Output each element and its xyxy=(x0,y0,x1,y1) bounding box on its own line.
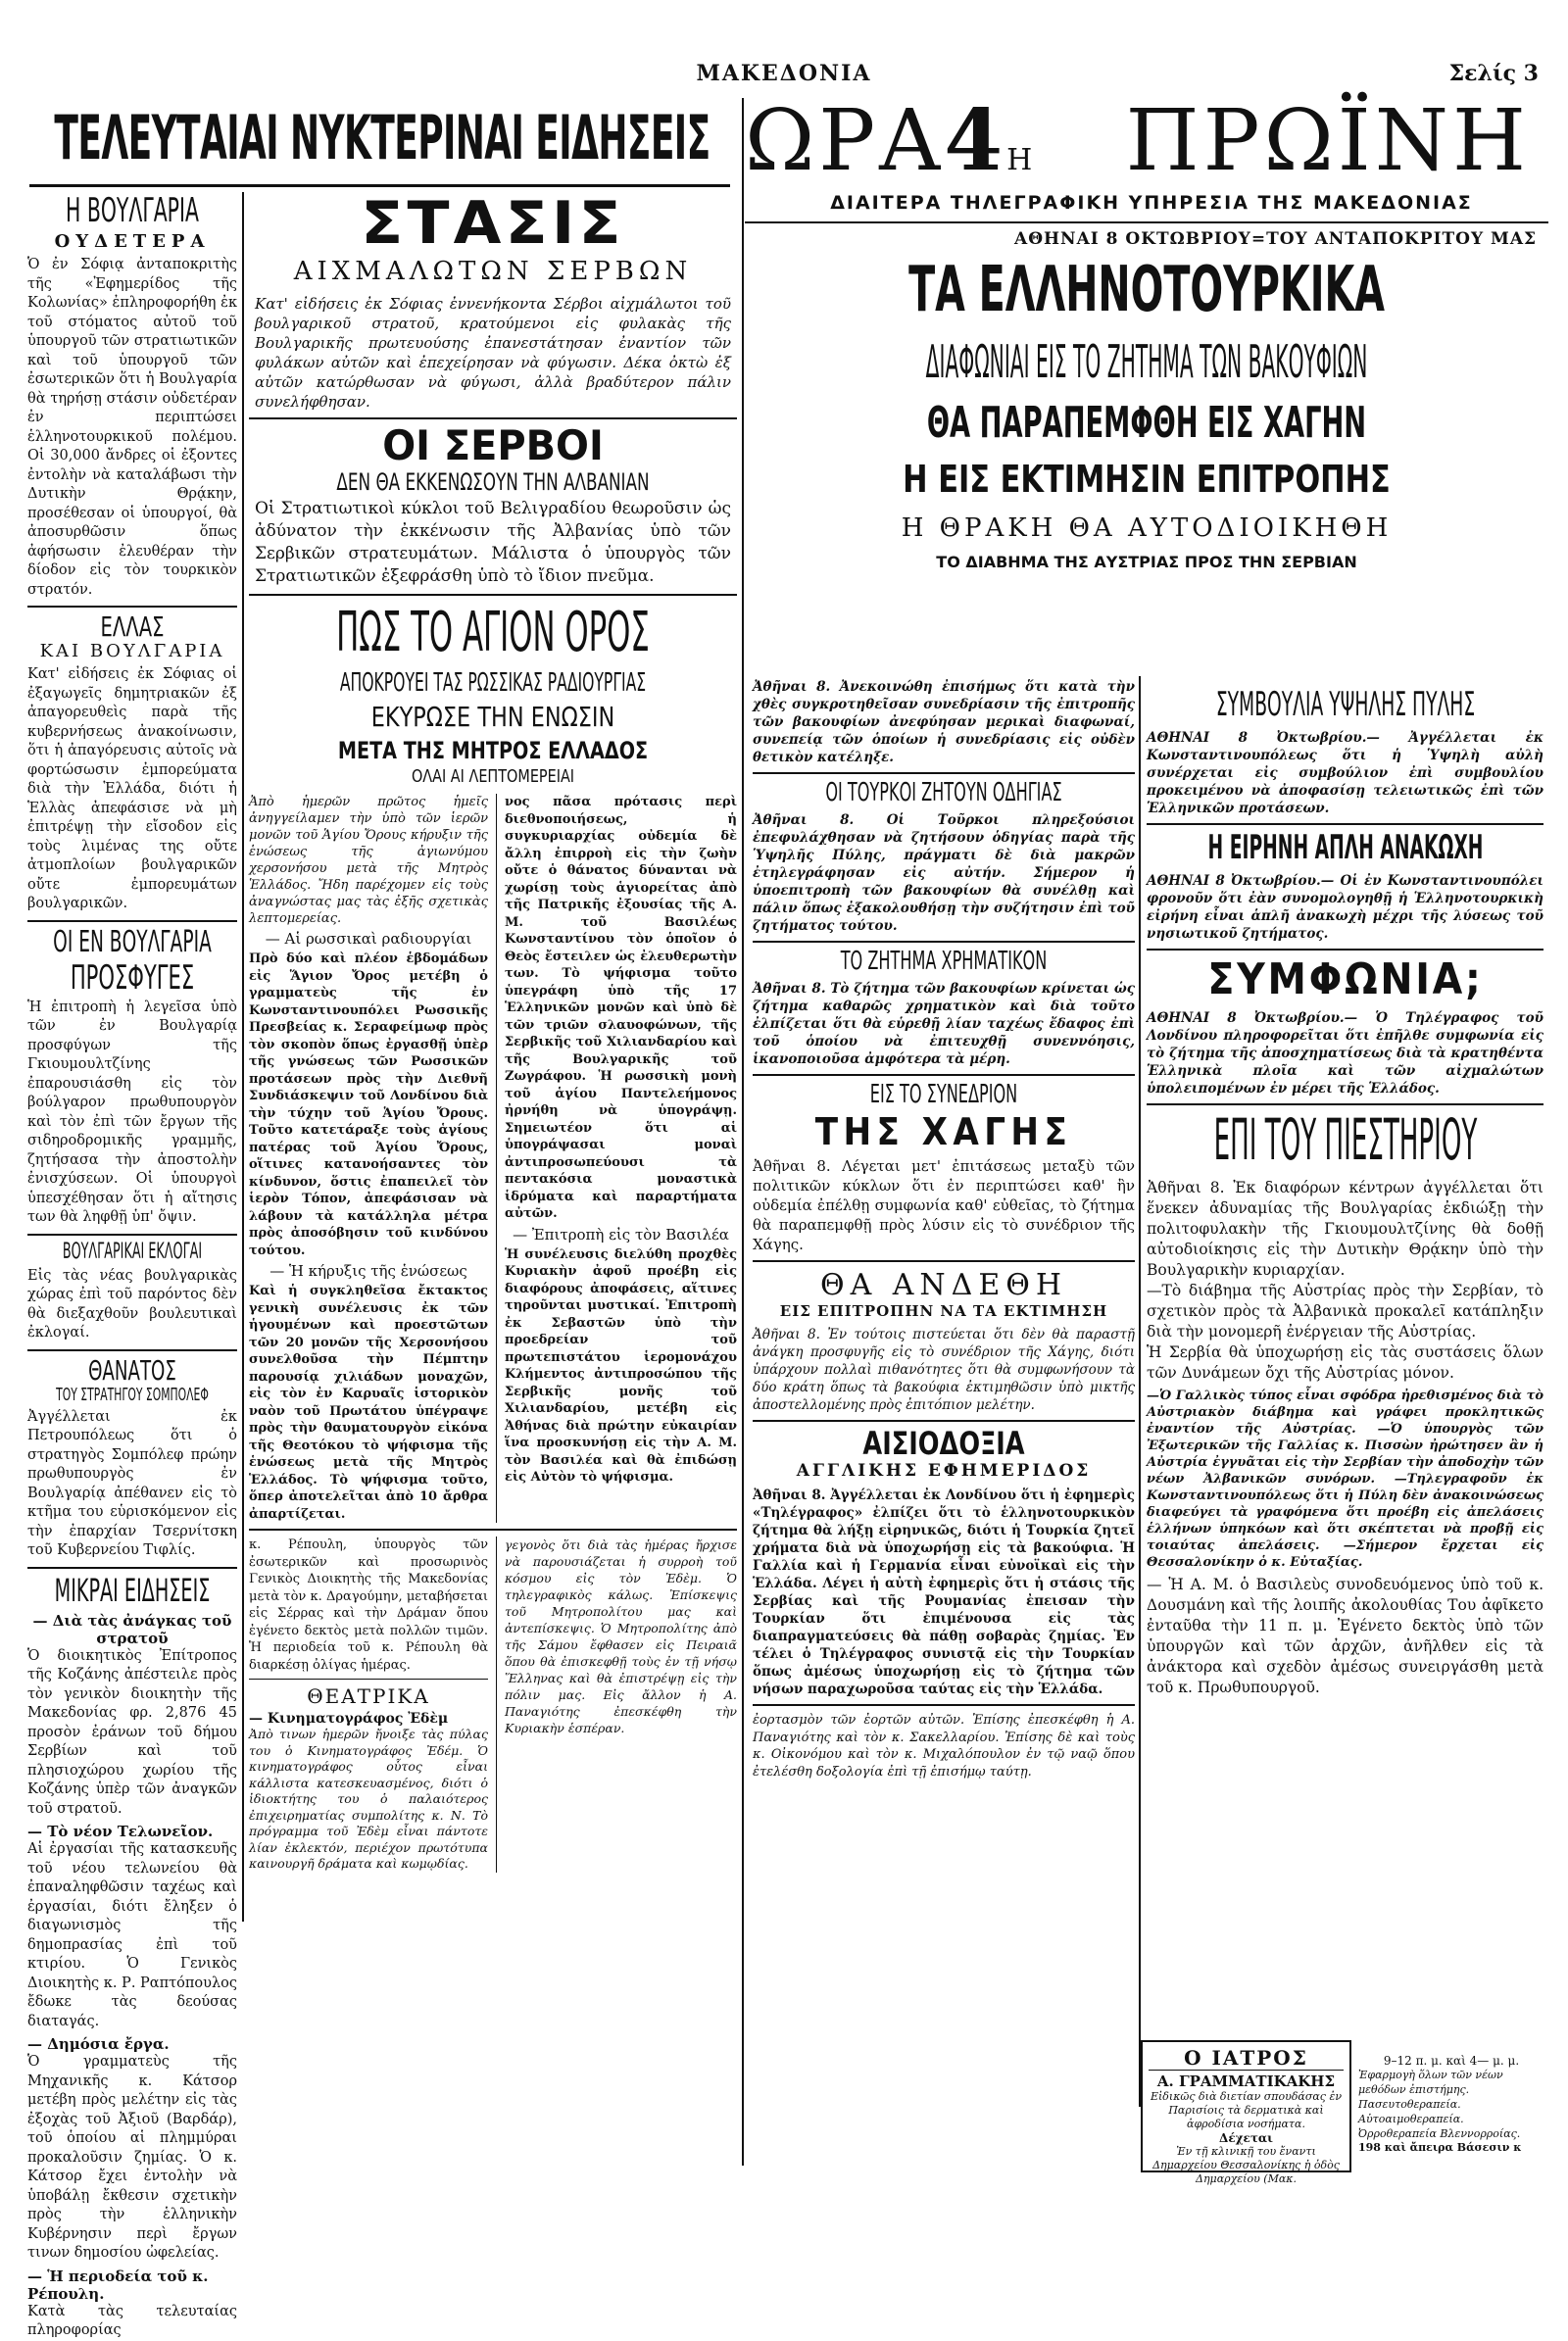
doctor-ad-2 xyxy=(1358,2054,1544,2171)
thrace-headline: Η ΘΡΑΚΗ ΘΑ ΑΥΤΟΔΙΟΙΚΗΘΗ xyxy=(901,513,1393,543)
page-number: Σελίς 3 xyxy=(1448,61,1539,86)
small-news-title: ΜΙΚΡΑΙ ΕΙΔΗΣΕΙΣ xyxy=(54,1571,211,1609)
death-text: Ἀγγέλλεται ἐκ Πετρουπόλεως ὅτι ὁ στρατηγὸς Σομπόλεφ πρώην πρωθυπουργὸς ἐν Βουλγαρίᾳ ἀπέθανεν εἰς τὸ κτῆμα του εὑρισκόμενον εἰς τὴν ἐπαρχίαν Τσερνίτσκη τοῦ Κυβερνείου Τιφλίς. xyxy=(27,1408,237,1558)
bottom-text-1: κ. Ρέπουλη, ὑπουργὸς τῶν ἐσωτερικῶν καὶ προσωρινὸς Γενικὸς Διοικητὴς τῆς Μακεδονίας μετὰ τὸν κ. Δραγούμην, μεταβήσεται εἰς Σέρρας καὶ τὴν Δράμαν ὅπου ἐγένετο δεκτὸς μετὰ πολλῶν τιμῶν. Ἡ περιοδεία τοῦ κ. Ρέπουλη θὰ διαρκέσῃ ὀλίγας ἡμέρας. xyxy=(249,1537,488,1673)
agreement-title: ΣΥΜΦΩΝΙΑ; xyxy=(1207,954,1484,1004)
athos-sub-1: ΑΠΟΚΡΟΥΕΙ ΤΑΣ ΡΩΣΣΙΚΑΣ ΡΑΔΙΟΥΡΓΙΑΣ xyxy=(339,668,647,698)
athos-b2-head: — Ἐπιτροπὴ εἰς τὸν Βασιλέα xyxy=(513,1225,729,1244)
left-banner: ΤΕΛΕΥΤΑΙΑΙ ΝΥΚΤΕΡΙΝΑΙ ΕΙΔΗΣΕΙΣ xyxy=(54,102,710,173)
theatrika-text: Ἀπὸ τινων ἡμερῶν ἤνοιξε τὰς πύλας του ὁ Κινηματογράφος Ἐδέμ. Ὁ κινηματογράφος οὗτος εἶναι κάλλιστα κατεσκευασμένος, διότι ὁ ἰδιοκτήτης του ὁ παλαιότερος ἐπιχειρηματίας συμπολίτης κ. Ν. Τὸ πρόγραμμα τοῦ Ἐδὲμ εἶναι πάντοτε λίαν ἐκλεκτόν, περιέχον πρωτότυπα καινουργῆ δράματα καὶ κωμῳδίας. xyxy=(249,1727,488,1871)
stasis-text: Κατ' εἰδήσεις ἐκ Σόφιας ἐννενήκοντα Σέρβοι αἰχμάλωτοι τοῦ βουλγαρικοῦ στρατοῦ, κρατούμενοι εἰς φυλακὰς τῆς Βουλγαρικῆς πρωτευούσης ἐπανεστάτησαν ἐναντίον τῶν φυλάκων αὐτῶν καὶ ἐπεχείρησαν νὰ φύγωσιν. Δέκα ὀκτὼ ἐξ αὐτῶν κατώρθωσαν νὰ φύγωσι, ἀλλὰ βραδύτερον πάλιν συνελήφθησαν. xyxy=(255,295,731,411)
bottom-text-2: γεγονὸς ὅτι διὰ τὰς ἡμέρας ἤρχισε νὰ παρουσιάζεται ἡ συρροὴ τοῦ κόσμου εἰς τὸν Ἐδὲμ. Ὁ τηλεγραφικὸς κάλως. Ἐπίσκεψις τοῦ Μητροπολίτου μας καὶ ἀντεπίσκεψις. Ὁ Μητροπολίτης ἀπὸ τῆς Σάμου ἔφθασεν εἰς Πειραιᾶ ὅπου θὰ ἐπισκεφθῇ τοὺς ἐν τῇ νήσῳ Ἕλληνας καὶ θὰ ἐπιστρέψῃ εἰς τὴν πόλιν μας. Εἰς ἄλλον ἡ Α. Παναγιότης ἐπεσκέφθη τὴν Κυριακὴν ἑσπέραν. xyxy=(504,1537,737,1735)
peace-title: Η ΕΙΡΗΝΗ ΑΠΛΗ ΑΝΑΚΩΧΗ xyxy=(1207,828,1484,867)
council-text: ΑΘΗΝΑΙ 8 Ὀκτωβρίου.— Ἀγγέλλεται ἐκ Κωνσταντινουπόλεως ὅτι ἡ Ὑψηλὴ αὐλὴ συνέρχεται εἰς συμβούλιον ἐπὶ συμβουλίου προκειμένου νὰ ἀποφασίσῃ τελειωτικῶς ἐπὶ τῶν Ἑλληνικῶν προτάσεων. xyxy=(1147,730,1544,816)
service-rule xyxy=(745,221,1548,223)
service-line: ΔΙΑΙΤΕΡΑ ΤΗΛΕΓΡΑΦΙΚΗ ΥΠΗΡΕΣΙΑ ΤΗΣ ΜΑΚΕΔΟΝΙΑΣ xyxy=(830,192,1473,214)
dateline: ΑΘΗΝΑΙ 8 ΟΚΤΩΒΡΙΟΥ=ΤΟΥ ΑΝΤΑΠΟΚΡΙΤΟΥ ΜΑΣ xyxy=(1014,229,1538,249)
small-1-head: — Διὰ τὰς ἀνάγκας τοῦ στρατοῦ xyxy=(32,1611,232,1647)
athos-col-a xyxy=(249,794,488,1523)
stasis-title: ΣΤΑΣΙΣ xyxy=(361,189,625,258)
small-4-head: — Ἡ περιοδεία τοῦ κ. Ρέπουλη. xyxy=(27,2267,209,2303)
service-line-box xyxy=(755,192,1548,219)
small-4-text: Κατὰ τὰς τελευταίας πληροφορίας xyxy=(27,2303,237,2338)
bottom-columns xyxy=(249,1536,737,1873)
small-2-text: Αἱ ἐργασίαι τῆς κατασκευῆς τοῦ νέου τελωνείου θὰ ἐπαναληφθῶσιν ταχέως καὶ ἐργασίαι, διότι ἔληξεν ὁ διαγωνισμὸς τῆς δημοπρασίας ἐπὶ τοῦ κτιρίου. Ὁ Γενικὸς Διοικητὴς κ. Ρ. Ραπτόπουλος ἔδωκε τὰς δεούσας διαταγάς. xyxy=(27,1841,237,2029)
column-1 xyxy=(27,191,237,2338)
small-2-head: — Τὸ νέον Τελωνεῖον. xyxy=(27,1823,214,1840)
piestiriou-p2: —Τὸ διάβημα τῆς Αὐστρίας πρὸς τὴν Σερβίαν, τὸ σχετικὸν πρὸς τὰ Ἀλβανικὰ προκαλεῖ κατάπληξιν διὰ τὴν μονομερῆ ἐνέργειαν τῆς Αὐστρίας. xyxy=(1147,1282,1544,1341)
bulgaria-title: Η ΒΟΥΛΓΑΡΙΑ xyxy=(66,191,199,230)
serbs-sub: ΔΕΝ ΘΑ ΕΚΚΕΝΩΣΟΥΝ ΤΗΝ ΑΛΒΑΝΙΑΝ xyxy=(336,468,650,496)
doctor-ad xyxy=(1141,2040,1351,2185)
column-3 xyxy=(753,678,1135,2109)
column-4 xyxy=(1147,685,1544,2158)
doctor-ad-2-text: Ἐφαρμογὴ ὅλων τῶν νέων μεθόδων ἐπιστήμης. Πασευτοθεραπεία. Αὐτοαιμοθεραπεία. Ὀρροθεραπεία Βλεννορροίας. xyxy=(1358,2069,1521,2140)
elections-title: ΒΟΥΛΓΑΡΙΚΑΙ ΕΚΛΟΓΑΙ xyxy=(62,1239,203,1264)
doctor-ad-2-num: 198 καὶ ἄπειρα Βάσεσιν κ xyxy=(1358,2141,1522,2154)
finance-title: ΤΟ ΖΗΤΗΜΑ ΧΡΗΜΑΤΙΚΟΝ xyxy=(840,947,1048,976)
athos-a3: Καὶ ἡ συγκληθεῖσα ἔκτακτος γενικὴ συνέλευσις ἐκ τῶν ἡγουμένων καὶ προεστῶτων τῶν 20 μονῶν τῆς Χερσονήσου συνελθοῦσα τὴν Πέμπτην παρουσίᾳ χιλιάδων μοναχῶν, εἰς τὸν ἐν Καρυαῖς ἱστορικὸν ναὸν τοῦ Πρωτάτου ὑπέγραψε πρὸς τὴν θαυματουργὸν εἰκόνα τῆς Θεοτόκου τὸ ψήφισμα τῆς ἑνώσεως μετὰ τῆς Μητρὸς Ἑλλάδος. Τὸ ψήφισμα τοῦτο, ὅπερ ἀποτελεῖται ἀπὸ 10 ἄρθρα ἀπαρτίζεται. xyxy=(249,1284,488,1522)
banner-number: 4 xyxy=(944,91,1007,190)
doctor-ad-text: Εἰδικῶς διὰ διετίαν σπουδάσας ἐν Παρισίοις τὰ δερματικὰ καὶ ἀφροδίσια νοσήματα. xyxy=(1150,2090,1343,2130)
athos-a3-head: — Ἡ κήρυξις τῆς ἑνώσεως xyxy=(270,1262,467,1280)
turks-title: ΟΙ ΤΟΥΡΚΟΙ ΖΗΤΟΥΝ ΟΔΗΓΙΑΣ xyxy=(825,778,1062,807)
doctor-ad-receives: Δέχεται xyxy=(1219,2131,1273,2145)
col3-bottom-text: ἐορτασμὸν τῶν ἐορτῶν αὐτῶν. Ἐπίσης ἐπεσκέφθη ἡ Α. Παναγιότης καὶ τὸν κ. Σακελλαρίου. Ἐπίσης δὲ καὶ τοὺς κ. Οἰκονόμου καὶ τὸν κ. Μιχαλόπουλον ἐν τῷ ναῷ ὅπου ἐτελέσθη δοξολογία ἐπὶ τῇ ἐπισήμῳ ταύτῃ. xyxy=(753,1713,1135,1780)
small-1-text: Ὁ διοικητικὸς Ἐπίτροπος τῆς Κοζάνης ἀπέστειλε πρὸς τὸν γενικὸν διοικητὴν τῆς Μακεδονίας φρ. 2,876 45 προσὸν ἐράνων τοῦ δήμου Σερβίων καὶ τοῦ πλησιοχώρου χωρίου τῆς Κοζάνης ὑπὲρ τῶν ἀναγκῶν τοῦ στρατοῦ. xyxy=(27,1647,237,1817)
synedrion-title-2: ΤΗΣ ΧΑΓΗΣ xyxy=(814,1110,1073,1153)
theatrika-title: ΘΕΑΤΡΙΚΑ xyxy=(307,1684,430,1708)
greek-turkish-title: ΤΑ ΕΛΛΗΝΟΤΟΥΡΚΙΚΑ xyxy=(908,254,1385,326)
upper-headlines xyxy=(750,229,1544,690)
athos-title: ΠΩΣ ΤΟ ΑΓΙΟΝ ΟΡΟΣ xyxy=(336,601,650,664)
left-banner-rule xyxy=(29,184,730,187)
refugees-text: Ἡ ἐπιτροπὴ ἡ λεγεῖσα ὑπὸ τῶν ἐν Βουλγαρίᾳ προσφύγων τῆς Γκιουμουλτζίνης ἐπαρουσιάσθη εἰς τὸν βούλγαρον πρωθυπουργὸν καὶ τὸν ἐπὶ τῶν ἔργων τῆς σιδηροδρομικῆς γραμμῆς, ζητήσασα τὴν ἀποστολὴν ἐνισχύσεων. Οἱ ὑπουργοὶ ὑπεσχέθησαν ὅτι ἡ αἴτησις των θὰ ληφθῇ ὑπ' ὄψιν. xyxy=(27,999,237,1225)
disagreement-headline: ΔΙΑΦΩΝΙΑΙ ΕΙΣ ΤΟ ΖΗΤΗΜΑ ΤΩΝ ΒΑΚΟΥΦΙΩΝ xyxy=(925,335,1368,388)
athos-b2: Ἡ συνέλευσις διελύθη προχθὲς Κυριακὴν ἀφοῦ προέβη εἰς διαφόρους ἀποφάσεις, αἵτινες τηροῦνται μυστικαί. Ἐπιτροπὴ ἐκ Σεβαστῶν ὑπὸ τὴν προεδρείαν τοῦ πρωτεπιστάτου ἱερομονάχου Κλήμεντος ἀντιπροσώπου τῆς Σερβικῆς μονῆς τοῦ Χιλιανδαρίου, μετέβη εἰς Ἀθήνας διὰ πρώτην εὐκαιρίαν ἵνα προσκυνήσῃ εἰς τὴν Α. Μ. τὸν Βασιλέα καὶ θὰ ἐπιδώσῃ εἰς Αὐτὸν τὸ ψήφισμα. xyxy=(504,1246,737,1485)
doctor-ad-title: Ο ΙΑΤΡΟΣ xyxy=(1184,2046,1308,2070)
piestiriou-p5: — Ἡ Α. Μ. ὁ Βασιλεὺς συνοδευόμενος ὑπὸ τοῦ κ. Δουσμάνη καὶ τῆς λοιπῆς ἀκολουθίας Του ἀφῖκετο ἐνταῦθα τὴν 11 π. μ. Ἐγένετο δεκτὸς ὑπὸ τῶν ὑπουργῶν καὶ τῶν ἀρχῶν, ἀνῆλθεν εἰς τὰ ἀνάκτορα καὶ σχεδὸν ἀμέσως συνειργάσθη μετὰ τοῦ κ. Πρωθυπουργοῦ. xyxy=(1147,1576,1544,1696)
agreement-text: ΑΘΗΝΑΙ 8 Ὀκτωβρίου.— Ὁ Τηλέγραφος τοῦ Λονδίνου πληροφορεῖται ὅτι ἐπῆλθε συμφωνία εἰς τὸ ζήτημα τῆς ἀποσχηματίσεως διὰ τὰ κρατηθέντα Ἑλληνικὰ πλοῖα καὶ τῶν αἰχμαλώτων ὑπολειπομένων ἐν μέρει τῆς Ἑλλάδος. xyxy=(1147,1010,1544,1097)
athos-a1: Ἀπὸ ἡμερῶν πρῶτος ἡμεῖς ἀνηγγείλαμεν τὴν ὑπὸ τῶν ἱερῶν μονῶν τοῦ Ἁγίου Ὄρους κήρυξιν τῆς ἑνώσεως τῆς ἀγιωνύμου χερσονήσου μετὰ τῆς Μητρὸς Ἑλλάδος. Ἤδη παρέχομεν εἰς τοὺς ἀναγνώστας μας τὰς ἐξῆς σχετικὰς λεπτομερείας. xyxy=(249,795,488,926)
synedrion-text: Ἀθῆναι 8. Λέγεται μετ' ἐπιτάσεως μεταξὺ τῶν πολιτικῶν κύκλων ὅτι ἐν περιπτώσει καθ' ἣν οὐδεμία ἐπέλθῃ συμφωνία καθ' εὐθεῖας, τὸ ζήτημα θὰ παραπεμφθῇ πρὸς λύσιν εἰς τὸ συνέδριον τῆς Χάγης. xyxy=(753,1157,1135,1253)
bulgaria-sub: ΟΥΔΕΤΕΡΑ xyxy=(54,231,211,252)
bottom-col-a xyxy=(249,1536,488,1873)
athos-columns xyxy=(249,794,737,1523)
stasis-sub: ΑΙΧΜΑΛΩΤΩΝ ΣΕΡΒΩΝ xyxy=(293,257,693,286)
refugees-sub: ΠΡΟΣΦΥΓΕΣ xyxy=(70,957,195,998)
theatrika-head: — Κινηματογράφος Ἐδὲμ xyxy=(249,1711,449,1727)
doctor-ad-name: Α. ΓΡΑΜΜΑΤΙΚΑΚΗΣ xyxy=(1149,2070,1344,2090)
peace-text: ΑΘΗΝΑΙ 8 Ὀκτωβρίου.— Οἱ ἐν Κωνσταντινουπόλει φρονοῦν ὅτι ἐὰν συνομολογηθῇ ἡ Ἑλληνοτουρκικὴ εἰρήνη εἶναι ἁπλῆ ἀνακωχὴ μέχρι τῆς λύσεως τοῦ νησιωτικοῦ ζητήματος. xyxy=(1147,873,1544,942)
aisiodoxia-sub: ΑΓΓΛΙΚΗΣ ΕΦΗΜΕΡΙΔΟΣ xyxy=(796,1461,1092,1481)
council-title: ΣΥΜΒΟΥΛΙΑ ΥΨΗΛΗΣ ΠΥΛΗΣ xyxy=(1215,685,1476,724)
banner-word-1: ΩΡΑ xyxy=(745,92,945,190)
ellas-title: ΕΛΛΑΣ xyxy=(100,610,165,643)
bulgaria-text: Ὁ ἐν Σόφιᾳ ἀνταποκριτὴς τῆς «Ἐφημερίδος τῆς Κολωνίας» ἐπληροφορήθη ἐκ τοῦ στόματος αὐτοῦ τοῦ ὑπουργοῦ τῶν στρατιωτικῶν καὶ τοῦ ὑπουργοῦ τῶν ἐσωτερικῶν ὅτι ἡ Βουλγαρία θὰ τηρήσῃ στάσιν οὐδετέραν ἐν περιπτώσει ἑλληνοτουρκικοῦ πολέμου. Οἱ 30,000 ἄνδρες οἱ ἐξοντες ἐντολὴν νὰ καταλάβωσι τὴν Δυτικὴν Θρᾴκην, προσέθεσαν οἱ ὑπουργοί, θὰ ἀποσυρθῶσιν ὅπως ἀφήσωσιν ἐλευθέραν τὴν δίοδον εἰς τὸν τουρκικὸν στρατόν. xyxy=(27,257,237,598)
piestiriou-p1: Ἀθῆναι 8. Ἐκ διαφόρων κέντρων ἀγγέλλεται ὅτι ἕνεκεν ἀδυναμίας τῆς Βουλγαρίας ἐκδιώξῃ τὴν πολιτοφυλακὴν τῆς Γκιουμουλτζίνης θὰ δοθῇ αὐτοδιοίκησις εἰς τὴν Δυτικὴν Θρᾴκην ὑπὸ τὴν Βουλγαρικὴν κυριαρχίαν. xyxy=(1147,1179,1544,1279)
andethe-title-1: ΘΑ ΑΝΔΕΘΗ xyxy=(819,1268,1068,1302)
serbs-title: ΟΙ ΣΕΡΒΟΙ xyxy=(382,421,604,469)
small-3-text: Ὁ γραμματεὺς τῆς Μηχανικῆς κ. Κάτσορ μετέβη πρὸς μελέτην εἰς τὰς ἐξοχὰς τοῦ Ἀξιοῦ (Βαρδάρ), τοῦ ὁποίου αἱ πλημμύραι προκαλοῦσιν ζημίας. Ὁ κ. Κάτσορ ἔχει ἐντολὴν νὰ ὑποβάλῃ ἔκθεσιν σχετικὴν πρὸς τὴν ἑλληνικὴν Κυβέρνησιν περὶ ἔργων τινων δημοσίου ὠφελείας. xyxy=(27,2054,237,2261)
aisiodoxia-title: ΑΙΣΙΟΔΟΞΙΑ xyxy=(862,1425,1025,1462)
doctor-ad-address: Ἐν τῇ κλινικῇ του ἔναντι Δημαρχείου Θεσσαλονίκης ἡ ὁδὸς Δημαρχείου (Μακ. xyxy=(1152,2145,1340,2185)
masthead-bar xyxy=(20,61,1548,96)
column-2 xyxy=(249,189,737,2173)
left-banner-box xyxy=(29,98,735,182)
hague-headline-2: Η ΕΙΣ ΕΚΤΙΜΗΣΙΝ ΕΠΙΤΡΟΠΗΣ xyxy=(903,458,1391,501)
death-title: ΘΑΝΑΤΟΣ xyxy=(88,1353,176,1387)
turks-text: Ἀθῆναι 8. Οἱ Τοῦρκοι πληρεξούσιοι ἐπεφυλάχθησαν νὰ ζητήσουν ὁδηγίας παρὰ τῆς Ὑψηλῆς Πύλης, πράγματι δὲ διὰ μακρῶν ἐτηλεγράφησαν εἰς αὐτήν. Σήμερον ἡ ὑποεπιτροπὴ τῶν βακουφίων θὰ συνέλθῃ καὶ πάλιν ὅπως ἐξακολουθήσῃ τὴν συζήτησιν ἐπὶ τοῦ ζητήματος τούτου. xyxy=(753,812,1135,934)
serbs-text: Οἱ Στρατιωτικοὶ κύκλοι τοῦ Βελιγραδίου θεωροῦσιν ὡς ἀδύνατον τὴν ἐκκένωσιν τῆς Ἀλβανίας ὑπὸ τῶν Σερβικῶν στρατευμάτων. Μάλιστα ὁ ὑπουργὸς τῶν Στρατιωτικῶν ἐξεφράσθη ὑπὸ τὸ ἴδιον πνεῦμα. xyxy=(255,499,731,586)
athos-sub-2: ΕΚΥΡΩΣΕ ΤΗΝ ΕΝΩΣΙΝ xyxy=(370,701,615,733)
vakoufia-text: Ἀθῆναι 8. Ἀνεκοινώθη ἐπισήμως ὅτι κατὰ τὴν χθὲς συγκροτηθεῖσαν συνεδρίασιν τῆς ἐπιτροπῆς τῶν βακουφίων ἀνεφύησαν μερικαὶ διαφωναί, συνεπείᾳ τῶν ὁποίων ἡ συνεδρίασις εἰς οὐδὲν θετικὸν κατέληξε. xyxy=(753,679,1135,765)
andethe-text: Ἀθῆναι 8. Ἐν τούτοις πιστεύεται ὅτι δὲν θὰ παραστῇ ἀνάγκη προσφυγῆς εἰς τὸ συνέδριον τῆς Χάγης, διότι ὑπάρχουν πολλαὶ πιθανότητες ὅτι θὰ συμφωνήσουν τὰ δύο κράτη ὅπως τὰ βακούφια ἐκτιμηθῶσιν ὑπὸ μικτῆς ἀποστελλομένης πρὸς ἐπιτόπιον μελέτην. xyxy=(753,1327,1135,1413)
col-rule-3 xyxy=(1139,676,1141,2107)
athos-a2-head: — Αἱ ρωσσικαὶ ραδιουργίαι xyxy=(265,930,472,948)
doctor-ad-hours: 9–12 π. μ. καὶ 4— μ. μ. xyxy=(1383,2054,1520,2068)
piestiriou-title: ΕΠΙ ΤΟΥ ΠΙΕΣΤΗΡΙΟΥ xyxy=(1213,1106,1478,1173)
finance-text: Ἀθῆναι 8. Τὸ ζήτημα τῶν βακουφίων κρίνεται ὡς ζήτημα καθαρῶς χρηματικὸν καὶ διὰ τοῦτο ἐλπίζεται ὅτι θὰ εὑρεθῇ λίαν ταχέως ἔδαφος ἐπὶ τοῦ ὁποίου νὰ ἐπιτευχθῇ συνεννόησις, ἱκανοποιοῦσα ἀμφότερα τὰ μέρη. xyxy=(753,981,1135,1067)
athos-col-b xyxy=(505,794,737,1523)
refugees-title: ΟΙ ΕΝ ΒΟΥΛΓΑΡΙΑ xyxy=(53,924,212,959)
synedrion-title-1: ΕΙΣ ΤΟ ΣΥΝΕΔΡΙΟΝ xyxy=(869,1080,1018,1109)
col-rule-1 xyxy=(242,192,244,1922)
ellas-sub: ΚΑΙ ΒΟΥΛΓΑΡΙΑ xyxy=(39,641,225,661)
athos-a2: Πρὸ δύο καὶ πλέον ἑβδομάδων εἰς Ἅγιον Ὄρος μετέβη ὁ γραμματεὺς τῆς ἐν Κωνσταντινουπόλει Ρωσσικῆς Πρεσβείας κ. Σεραφείμωφ πρὸς τὸν σκοπὸν ὅπως ἐργασθῇ ὑπὲρ τῆς γνώσεως τῶν Ρωσσικῶν προτάσεων πρὸς τὴν Διεθνῆ Συνδιάσκεψιν τοῦ Λονδίνου διὰ τὴν τύχην τοῦ Ἁγίου Ὄρους. Τοῦτο κατετάραξε τοὺς ἁγίους πατέρας τοῦ Ἁγίου Ὄρους, οἵτινες κατανοήσαντες τὸν κίνδυνον, ὅστις ἐπαπειλεῖ τὸν ἱερὸν Τόπον, ἀπεφάσισαν νὰ λάβουν τὰ κατάλληλα μέτρα πρὸς ἀποσόβησιν τοῦ κινδύνου τούτου. xyxy=(249,951,488,1258)
col-rule-2 xyxy=(742,98,744,2166)
banner-word-2: ΠΡΩΪΝΗ xyxy=(1125,92,1531,190)
austria-line: ΤΟ ΔΙΑΒΗΜΑ ΤΗΣ ΑΥΣΤΡΙΑΣ ΠΡΟΣ ΤΗΝ ΣΕΡΒΙΑΝ xyxy=(936,553,1357,571)
piestiriou-p3: Ἡ Σερβία θὰ ὑποχωρήσῃ εἰς τὰς συστάσεις ὅλων τῶν Δυνάμεων ὄχι τῆς Αὐστρίας μόνον. xyxy=(1147,1343,1544,1382)
elections-text: Εἰς τὰς νέας βουλγαρικὰς χώρας ἐπὶ τοῦ παρόντος δὲν θὰ διεξαχθοῦν βουλευτικαὶ ἐκλογαί. xyxy=(27,1267,237,1341)
banner-sup: Η xyxy=(1006,143,1037,177)
small-3-head: — Δημόσια ἔργα. xyxy=(27,2035,170,2053)
bottom-col-b xyxy=(505,1536,737,1873)
piestiriou-p4: —Ὁ Γαλλικὸς τύπος εἶναι σφόδρα ἠρεθισμένος διὰ τὸ Αὐστριακὸν διάβημα καὶ γράφει προκλητικῶς ἐναντίον τῆς Αὐστρίας. —Ὁ ὑπουργὸς τῶν Ἐξωτερικῶν τῆς Γαλλίας κ. Πισσὼν ἠρώτησεν ἂν ἡ Αὐστρία ἐγγυᾶται εἰς τὴν Σερβίαν τὴν ἀποδοχὴν τῶν νέων Ἀλβανικῶν συνόρων. —Τηλεγραφοῦν ἐκ Κωνσταντινουπόλεως ὅτι ἡ Πύλη δὲν ἀνακοινώσεως διαφεύγει τὰ γραφόμενα ὅτι προέβη εἰς ἀπελάσεις ἑλλήνων ὑπηκόων καὶ ὅτι σκέπτεται νὰ προβῇ εἰς τοιαύτας ἀπελάσεις. —Σήμερον ἔρχεται εἰς Θεσσαλονίκην ὁ κ. Εὐταξίας. xyxy=(1147,1389,1544,1570)
athos-sub-4: ΟΛΑΙ ΑΙ ΛΕΠΤΟΜΕΡΕΙΑΙ xyxy=(411,766,575,787)
masthead-title: ΜΑΚΕΔΟΝΙΑ xyxy=(696,61,872,86)
athos-sub-3: ΜΕΤΑ ΤΗΣ ΜΗΤΡΟΣ ΕΛΛΑΔΟΣ xyxy=(337,737,649,764)
death-sub: ΤΟΥ ΣΤΡΑΤΗΓΟΥ ΣΟΜΠΟΛΕΦ xyxy=(56,1384,209,1405)
ellas-text: Κατ' εἰδήσεις ἐκ Σόφιας οἱ ἐξαγωγεῖς δημητριακῶν ἐξ ἀπαγορευθεὶς παρὰ τῆς κυβερνήσεως ἀνακοίνωσιν, ὅτι ἡ ἀπαγόρευσις αὐτοῖς νὰ φορτώσωσιν ἐμπορεύματα διὰ τὴν Ἑλλάδα, διότι ἡ Ἑλλὰς ἀπεφάσισε νὰ μὴ ἐπιτρέψῃ τὴν εἴσοδον εἰς τοὺς λιμένας της οὔτε ἀτμοπλοίων βουλγαρικῶν οὔτε ἐμπορευμάτων βουλγαρικῶν. xyxy=(27,666,237,911)
aisiodoxia-text: Ἀθῆναι 8. Ἀγγέλλεται ἐκ Λονδίνου ὅτι ἡ ἐφημερὶς «Τηλέγραφος» ἐλπίζει ὅτι τὸ ἑλληνοτουρκικὸν ζήτημα θὰ λήξῃ εἰρηνικῶς, διότι ἡ Τουρκία ζητεῖ χρήματα διὰ νὰ ὑποχωρήσῃ εἰς τὰ βακούφια. Ἡ Γαλλία καὶ ἡ Γερμανία εἶναι εὐνοϊκαὶ εἰς τὴν Ἑλλάδα. Λέγει ἡ αὐτὴ ἐφημερὶς ὅτι ἡ στάσις τῆς Σερβίας καὶ τῆς Ρουμανίας ἐπεισαν τὴν Τουρκίαν ὅτι ἐπιμένουσα εἰς τὰς διαπραγματεύσεις θὰ πάθῃ σοβαρὰς ζημίας. Ἐν τέλει ὁ Τηλέγραφος συνιστᾷ εἰς τὴν Τουρκίαν ὅπως ἀμέσως ὑποχωρήσῃ εἰς τὸ ζήτημα τῶν νήσων παραχωροῦσα ταύτας εἰς τὴν Ἑλλάδα. xyxy=(753,1488,1135,1697)
andethe-title-2: ΕΙΣ ΕΠΙΤΡΟΠΗΝ ΝΑ ΤΑ ΕΚΤΙΜΗΣΗ xyxy=(779,1302,1108,1320)
athos-b1: νος πᾶσα πρότασις περὶ διεθνοποιήσεως, ἡ συγκυριαρχίας οὐδεμία δὲ ἄλλη ἐπιρροὴ εἰς τὴν ζωὴν οὔτε ὁ θάνατος δύνανται νὰ χωρίσῃ τοὺς ἁγιορείτας ἀπὸ τῆς Πατρικῆς ἐξουσίας τῆς Α. Μ. τοῦ Βασιλέως Κωνσταντίνου τὸν ὁποῖον ὁ Θεὸς ἔστειλεν ὡς ἐλευθερωτὴν των. Τὸ ψήφισμα τοῦτο ὑπεγράφη ὑπὸ τῆς 17 Ἑλληνικῶν μονῶν καὶ ὑπὸ δὲ τῶν τριῶν σλαυοφώνων, τῆς Σερβικῆς τοῦ Χιλιανδαρίου καὶ τῆς Βουλγαρικῆς τοῦ Ζωγράφου. Ἡ ρωσσικὴ μονὴ τοῦ ἁγίου Παντελεήμονος ἠρνήθη νὰ ὑπογράψῃ. Σημειωτέον ὅτι αἱ ὑπογράψασαι μοναὶ ἀντιπροσωπεύουσι τὰ πεντακόσια μοναστικὰ ἱδρύματα καὶ παραρτήματα αὐτῶν. xyxy=(504,795,737,1221)
right-banner xyxy=(745,91,1548,190)
hague-headline-1: ΘΑ ΠΑΡΑΠΕΜΦΘΗ ΕΙΣ ΧΑΓΗΝ xyxy=(926,398,1367,448)
